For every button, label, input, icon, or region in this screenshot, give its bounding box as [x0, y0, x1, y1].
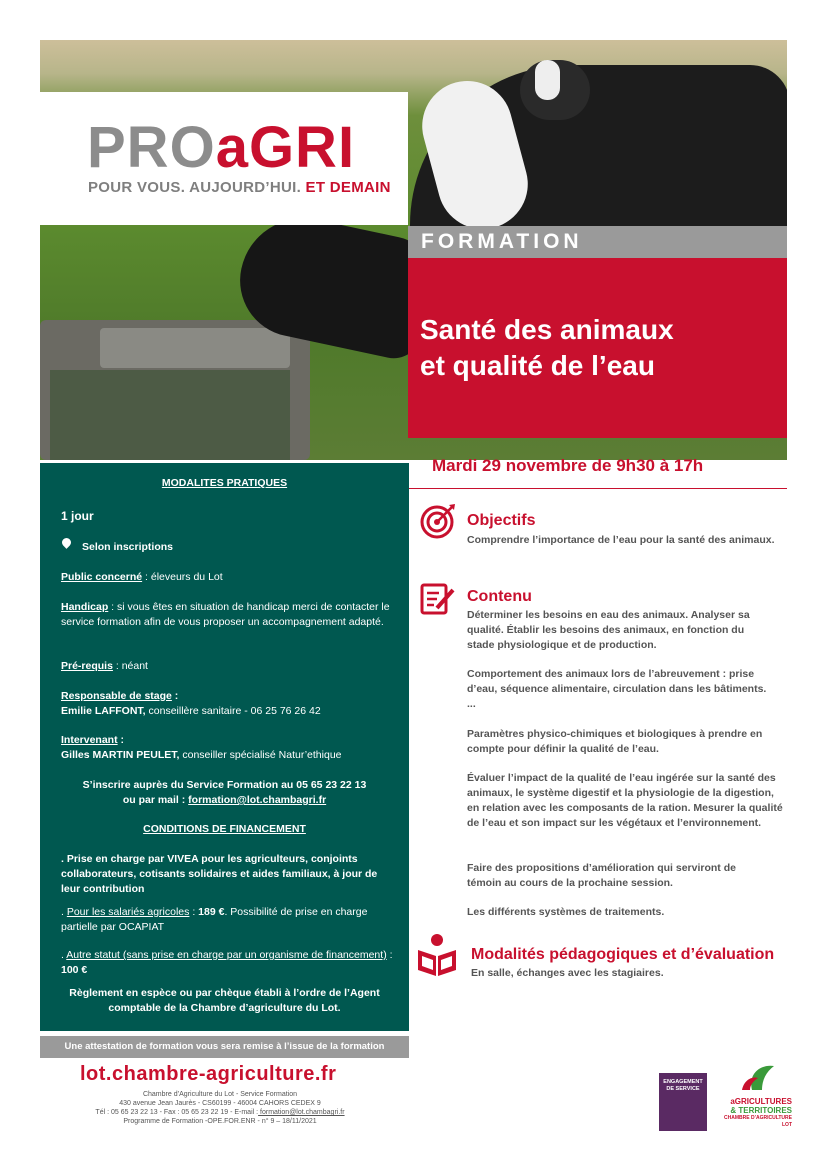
prereq-label: Pré-requis [61, 660, 113, 672]
cow-patch [535, 60, 560, 100]
public-concerne [61, 570, 396, 585]
sidebar-heading: MODALITES PRATIQUES [161, 477, 288, 489]
contact-email[interactable]: formation@lot.chambagri.fr [258, 1109, 345, 1116]
public-value: : éleveurs du Lot [142, 571, 223, 583]
address-block [70, 1090, 370, 1126]
handicap-value: : si vous êtes en situation de handicap merci de contacter le service formation afin de vous proposer un accompagnement adapté. [61, 601, 390, 628]
contenu-item: Déterminer les besoins en eau des animaux. Analyser sa qualité. Établir les besoins des animaux, en fonction du stade physiologique et de production. [467, 609, 750, 651]
salaries-price: 189 € [198, 906, 225, 918]
intervenant-value: conseiller spécialisé Natur’ethique [179, 749, 342, 761]
contenu-item: Les différents systèmes de traitements. [467, 906, 665, 918]
inscription-mail-prefix: ou par mail : [122, 794, 189, 806]
salaries-label: Pour les salariés agricoles [66, 906, 190, 918]
financement-autre [61, 948, 396, 978]
water-trough-lid [100, 328, 290, 368]
website-url[interactable]: lot.chambre-agriculture.fr [80, 1063, 337, 1085]
title-line-1: Santé des animaux [420, 314, 674, 345]
proagri-logo [87, 115, 356, 180]
logo2-line1: aGRICULTURES [730, 1097, 792, 1106]
address-line: Chambre d’Agriculture du Lot - Service Formation [142, 1091, 298, 1098]
logo2-line4: LOT [782, 1122, 792, 1128]
financement-vivea: . Prise en charge par VIVEA pour les agriculteurs, conjoints collaborateurs, cotisants solidaires et aides familiaux, à jour de leur contribution [61, 853, 378, 895]
logo-pro: PRO [87, 115, 216, 180]
logo-tagline [88, 179, 391, 196]
public-label: Public concerné [61, 571, 143, 583]
logo2-line2: & TERRITOIRES [730, 1106, 792, 1115]
document-edit-icon [419, 580, 457, 618]
salaries-value: . Possibilité de prise en charge partielle par OCAPIAT [61, 906, 368, 933]
inscription-email-link[interactable]: formation@lot.chambagri.fr [188, 794, 327, 806]
tagline-part-a: POUR VOUS. AUJOURD’HUI. [88, 179, 302, 196]
title-line-2: et qualité de l’eau [420, 350, 655, 381]
contenu-title: Contenu [467, 588, 532, 605]
target-icon [419, 502, 457, 540]
address-line: 430 avenue Jean Jaurès - CS60199 - 46004 CAHORS CEDEX 9 [119, 1100, 321, 1107]
contact-phone: Tél : 05 65 23 22 13 - Fax : 05 65 23 22 19 - E-mail : [95, 1109, 259, 1116]
contenu-item: Faire des propositions d’amélioration qui serviront de témoin au cours de la prochaine session. [467, 862, 736, 889]
objectifs-title: Objectifs [467, 512, 536, 529]
contenu-item: Comportement des animaux lors de l’abreuvement : prise d’eau, séquence alimentaire, circulation dans les bâtiments. ... [467, 668, 767, 710]
autre-label: Autre statut (sans prise en charge par un organisme de financement) [66, 949, 387, 961]
prerequis [61, 659, 148, 674]
autre-prefix: . [61, 949, 67, 961]
financement-salaries [61, 905, 396, 935]
modalites-title: Modalités pédagogiques et d’évaluation [471, 946, 775, 963]
location: Selon inscriptions [82, 541, 174, 553]
attestation-bar [40, 1036, 409, 1058]
financement-heading: CONDITIONS DE FINANCEMENT [143, 823, 306, 835]
inscription-mail-line [40, 793, 409, 808]
handicap-label: Handicap [61, 601, 109, 613]
address-line [70, 1108, 370, 1117]
objectifs-body: Comprendre l’importance de l’eau pour la santé des animaux. [467, 534, 775, 546]
prereq-value: : néant [112, 660, 148, 672]
chambre-agriculture-logo [722, 1062, 792, 1134]
responsable-suffix: : [171, 690, 179, 702]
address-line: Programme de Formation -OPE.FOR.ENR - n° 9 – 18/11/2021 [123, 1118, 317, 1125]
responsable-stage [61, 689, 401, 719]
responsable-name: Emilie LAFFONT, [61, 705, 146, 717]
contenu-item: Paramètres physico-chimiques et biologiques à prendre en compte pour définir la qualité de l’eau. [467, 728, 763, 755]
handicap-info [61, 600, 401, 630]
contenu-item: Évaluer l’impact de la qualité de l’eau ingérée sur la santé des animaux, le système digestif et la physiologie de la digestion, en relation avec les composants de la ration. Mesurer la qualité de l’eau et son impact sur les végétaux et l’environnement. [467, 772, 783, 829]
logo-agri: aGRI [215, 115, 356, 180]
autre-sep: : [386, 949, 393, 961]
session-date: Mardi 29 novembre de 9h30 à 17h [432, 456, 704, 475]
inscription-phone: S’inscrire auprès du Service Formation au 05 65 23 22 13 [82, 779, 367, 791]
tagline-part-b: ET DEMAIN [305, 179, 391, 196]
reader-book-icon [414, 932, 460, 978]
responsable-value: conseillère sanitaire - 06 25 76 26 42 [145, 705, 321, 717]
duration: 1 jour [61, 509, 94, 523]
attestation-text: Une attestation de formation vous sera remise à l’issue de la formation [64, 1041, 385, 1052]
date-divider [408, 488, 787, 489]
modalites-body: En salle, échanges avec les stagiaires. [471, 967, 664, 979]
badge-text: ENGAGEMENT DE SERVICE [663, 1079, 703, 1092]
salaries-prefix: . [61, 906, 67, 918]
inscription-info [40, 778, 409, 808]
page-title [420, 312, 780, 384]
autre-price: 100 € [61, 964, 88, 976]
category-label: FORMATION [421, 230, 583, 253]
intervenant-name: Gilles MARTIN PEULET, [61, 749, 180, 761]
logo2-line3: CHAMBRE D’AGRICULTURE [724, 1115, 792, 1121]
trough-water [50, 370, 290, 460]
intervenant [61, 733, 401, 763]
intervenant-suffix: : [117, 734, 125, 746]
intervenant-label: Intervenant [61, 734, 118, 746]
salaries-sep: : [189, 906, 199, 918]
engagement-service-badge [659, 1073, 707, 1131]
reglement: Règlement en espèce ou par chèque établi à l’ordre de l’Agent comptable de la Chambre d’agriculture du Lot. [69, 987, 380, 1014]
responsable-label: Responsable de stage [61, 690, 172, 702]
agriculture-leaf-icon [722, 1062, 792, 1092]
